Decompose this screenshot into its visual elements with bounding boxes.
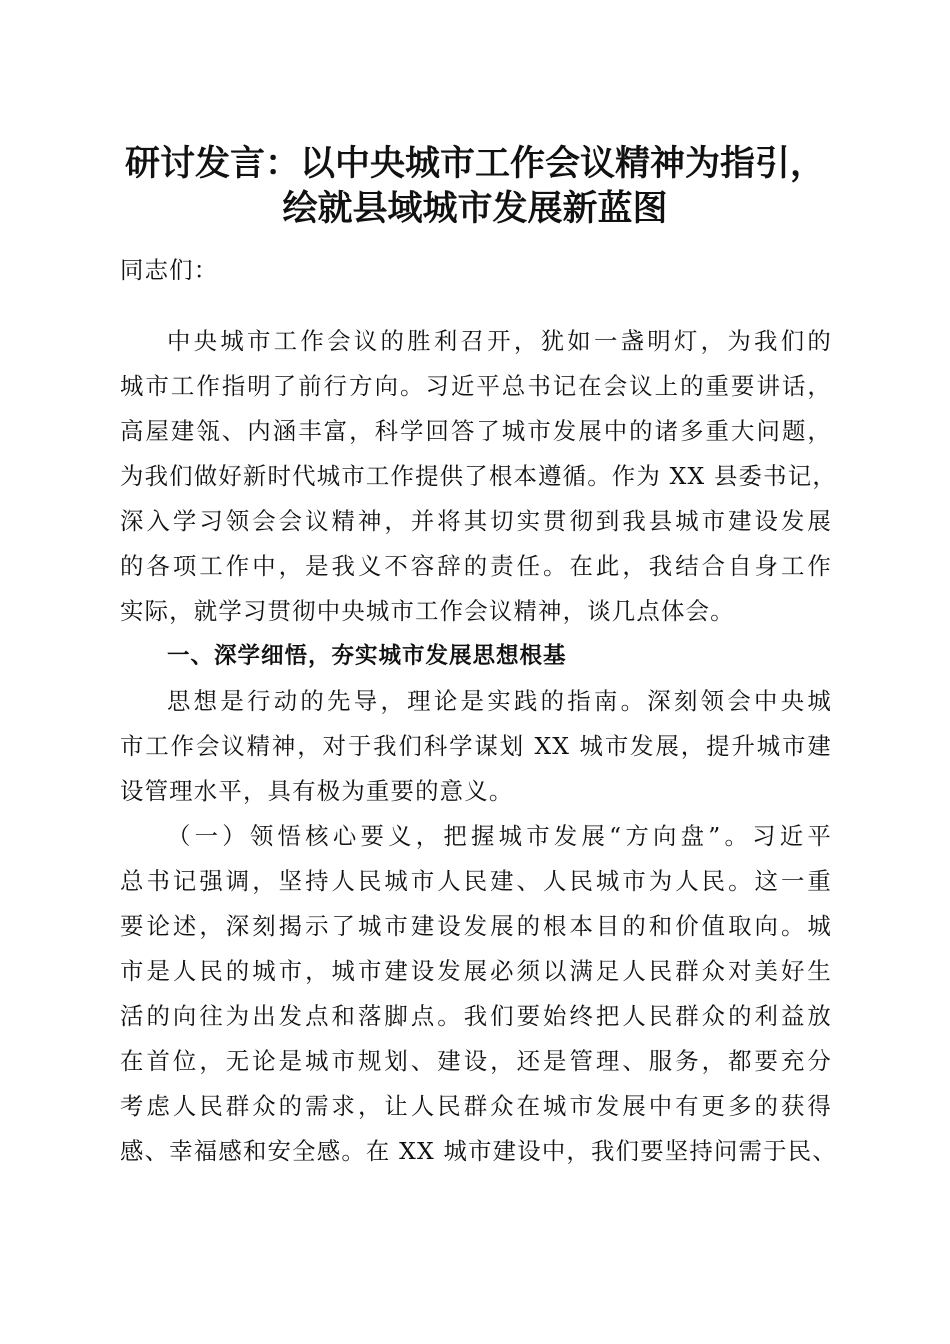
paragraph-line: 考虑人民群众的需求，让人民群众在城市发展中有更多的获得 (120, 1092, 832, 1120)
paragraph-line: 为我们做好新时代城市工作提供了根本遵循。作为 XX 县委书记， (120, 462, 837, 490)
document-title-line-1: 研讨发言：以中央城市工作会议精神为指引， (124, 144, 825, 184)
paragraph-line: 感、幸福感和安全感。在 XX 城市建设中，我们要坚持问需于民、 (120, 1137, 837, 1165)
paragraph-line: 中央城市工作会议的胜利召开，犹如一盏明灯，为我们的 (167, 327, 832, 355)
paragraph-line: 深入学习领会会议精神，并将其切实贯彻到我县城市建设发展 (120, 507, 832, 535)
paragraph-line: 设管理水平，具有极为重要的意义。 (120, 777, 514, 805)
paragraph-line: 思想是行动的先导，理论是实践的指南。深刻领会中央城 (167, 687, 832, 715)
document-title-line-2: 绘就县域城市发展新蓝图 (282, 189, 668, 229)
paragraph-line: 的各项工作中，是我义不容辞的责任。在此，我结合自身工作 (120, 552, 832, 580)
paragraph-line: 城市工作指明了前行方向。习近平总书记在会议上的重要讲话， (120, 372, 832, 400)
paragraph-line: 市工作会议精神，对于我们科学谋划 XX 城市发展，提升城市建 (120, 732, 832, 760)
paragraph-line: （一）领悟核心要义，把握城市发展“方向盘”。习近平 (167, 822, 832, 850)
paragraph-line: 总书记强调，坚持人民城市人民建、人民城市为人民。这一重 (120, 867, 832, 895)
paragraph-line: 市是人民的城市，城市建设发展必须以满足人民群众对美好生 (120, 957, 832, 985)
paragraph-line: 在首位，无论是城市规划、建设，还是管理、服务，都要充分 (120, 1047, 832, 1075)
salutation: 同志们： (120, 256, 219, 284)
paragraph-line: 实际，就学习贯彻中央城市工作会议精神，谈几点体会。 (120, 597, 735, 625)
paragraph-line: 活的向往为出发点和落脚点。我们要始终把人民群众的利益放 (120, 1002, 832, 1030)
paragraph-line: 要论述，深刻揭示了城市建设发展的根本目的和价值取向。城 (120, 912, 832, 940)
section-heading: 一、深学细悟，夯实城市发展思想根基 (167, 643, 567, 669)
paragraph-line: 高屋建瓴、内涵丰富，科学回答了城市发展中的诸多重大问题， (120, 417, 832, 445)
